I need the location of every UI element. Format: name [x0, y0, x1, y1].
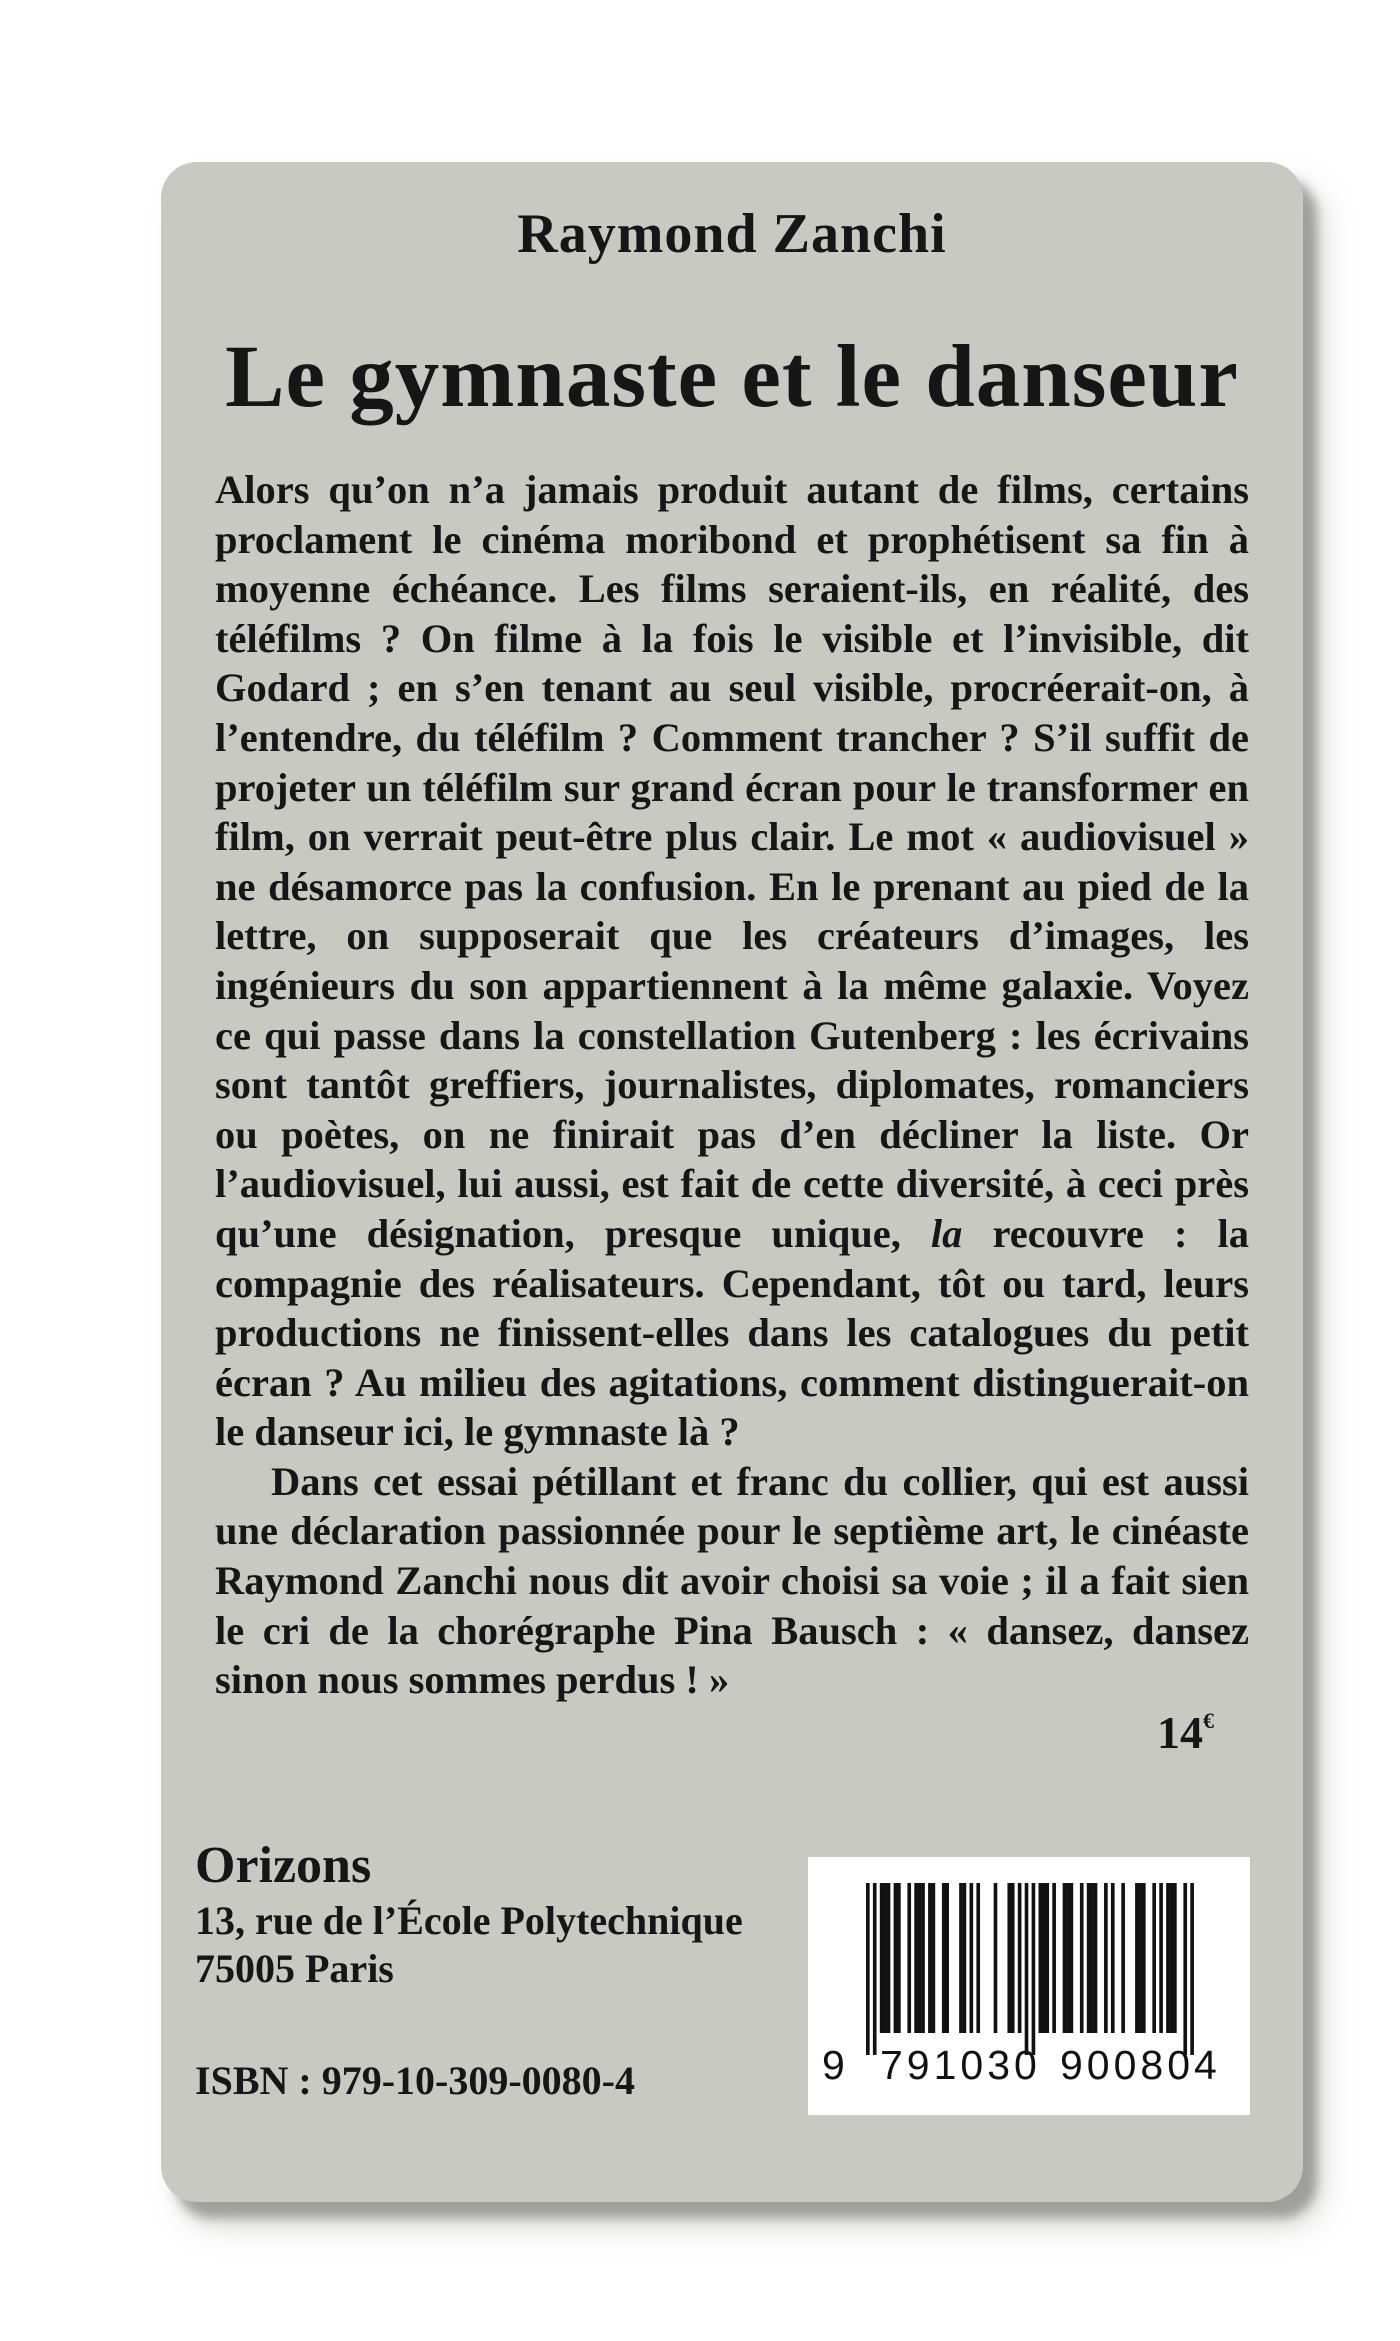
barcode-bar [945, 1883, 949, 2033]
barcode-bar [1111, 1883, 1115, 2033]
barcode-bar [1087, 1883, 1091, 2033]
blurb-p1-part2: recouvre : la compagnie des réalisateurs. Cependant, tôt ou tard, leurs productions ne finissent-elles dans les catalogues du petit écran ? Au milieu des agitations, comment distinguerait-on le danseur ici, le gymnaste là ? [215, 1210, 1249, 1455]
barcode-bar [883, 1883, 887, 2033]
barcode-bar [1070, 1883, 1074, 2033]
price-amount: 14 [1157, 1707, 1203, 1758]
barcode-bar [914, 1883, 918, 2033]
barcode-bar [963, 1883, 967, 2033]
barcode-bar [942, 1883, 946, 2033]
barcode-bar [1152, 1883, 1156, 2033]
barcode-right-group: 900804 [1060, 2042, 1221, 2088]
barcode-bar [1011, 1883, 1015, 2033]
barcode-bar [1104, 1883, 1108, 2033]
barcode-first-digit: 9 [822, 2042, 849, 2088]
publisher-block [195, 1835, 743, 1993]
book-title: Le gymnaste et le danseur [225, 328, 1239, 426]
barcode-bar [928, 1883, 932, 2033]
barcode-bar [1173, 1883, 1177, 2033]
price [1157, 1706, 1214, 1759]
barcode-bar [887, 1883, 891, 2033]
barcode-guard-bar [1190, 1883, 1194, 2055]
barcode-bar [921, 1883, 925, 2033]
blurb-p1-part1: Alors qu’on n’a jamais produit autant de films, certains proclament le cinéma moribond et prophétisent sa fin à moyenne échéance. Les films seraient-ils, en réalité, des téléfilms ? On filme à la fois le visible et l’invisible, dit Godard ; en s’en tenant au seul visible, procréerait-on, à l’entendre, du téléfilm ? Comment trancher ? S’il suffit de projeter un téléfilm sur grand écran pour le transformer en film, on verrait peut-être plus clair. Le mot « audiovisuel » ne désamorce pas la confusion. En le prenant au pied de la lettre, on supposerait que les créateurs d’images, les ingénieurs du son appartiennent à la même galaxie. Voyez ce qui passe dans la constellation Gutenberg : les écrivains sont tantôt greffiers, journalistes, diplomates, romanciers ou poètes, on ne finirait pas d’en décliner la liste. Or l’audiovisuel, lui aussi, est fait de cette diversité, à ceci près qu’une désignation, presque unique, [215, 467, 1249, 1256]
blurb-paragraph-2: Dans cet essai pétillant et franc du collier, qui est aussi une déclaration passionnée pour le septième art, le cinéaste Raymond Zanchi nous dit avoir choisi sa voie ; il a fait sien le cri de la chorégraphe Pina Bausch : « dansez, dansez sinon nous sommes perdus ! » [215, 1458, 1249, 1703]
barcode-guard-bar [1183, 1883, 1187, 2055]
barcode-guard-bar [866, 1883, 870, 2055]
barcode-bar [959, 1883, 963, 2033]
price-currency: € [1203, 1708, 1214, 1733]
barcode [808, 1857, 1250, 2115]
barcode-bar [976, 1883, 980, 2033]
publisher-street: 13, rue de l’École Polytechnique [195, 1898, 743, 1943]
barcode-bar [1007, 1883, 1011, 2033]
isbn: ISBN : 979-10-309-0080-4 [195, 2058, 635, 2103]
barcode-bar [1042, 1883, 1046, 2033]
barcode-bar [1066, 1883, 1070, 2033]
barcode-bar [918, 1883, 922, 2033]
barcode-bar [894, 1883, 898, 2033]
barcode-guard-bar [1032, 1883, 1036, 2055]
barcode-bar [907, 1883, 911, 2033]
publisher-name: Orizons [195, 1837, 372, 1894]
barcode-bar [880, 1883, 884, 2033]
barcode-guard-bar [873, 1883, 877, 2055]
author-name: Raymond Zanchi [517, 203, 947, 265]
barcode-bar [1045, 1883, 1049, 2033]
barcode-bar [1052, 1883, 1056, 2033]
barcode-bar [1139, 1883, 1143, 2033]
barcode-bar [1063, 1883, 1067, 2033]
barcode-bar [1039, 1883, 1043, 2033]
barcode-bar [1166, 1883, 1170, 2033]
blurb [215, 465, 1249, 1705]
barcode-bar [1135, 1883, 1139, 2033]
barcode-bar [1121, 1883, 1125, 2033]
barcode-bar [1142, 1883, 1146, 2033]
blurb-paragraph-1 [215, 465, 1249, 1457]
barcode-guard-bar [1025, 1883, 1029, 2055]
back-cover-panel [161, 162, 1303, 2202]
barcode-bar [1018, 1883, 1022, 2033]
barcode-bar [932, 1883, 936, 2033]
barcode-bar [1094, 1883, 1098, 2033]
barcode-bar [1170, 1883, 1174, 2033]
barcode-bar [1159, 1883, 1163, 2033]
barcode-bar [994, 1883, 998, 2033]
barcode-bar [1090, 1883, 1094, 2033]
blurb-p1-italic: la [930, 1210, 963, 1256]
publisher-city: 75005 Paris [195, 1946, 394, 1991]
barcode-left-group: 791030 [880, 2042, 1041, 2088]
barcode-bar [897, 1883, 901, 2033]
barcode-bar [1080, 1883, 1084, 2033]
barcode-bar [970, 1883, 974, 2033]
